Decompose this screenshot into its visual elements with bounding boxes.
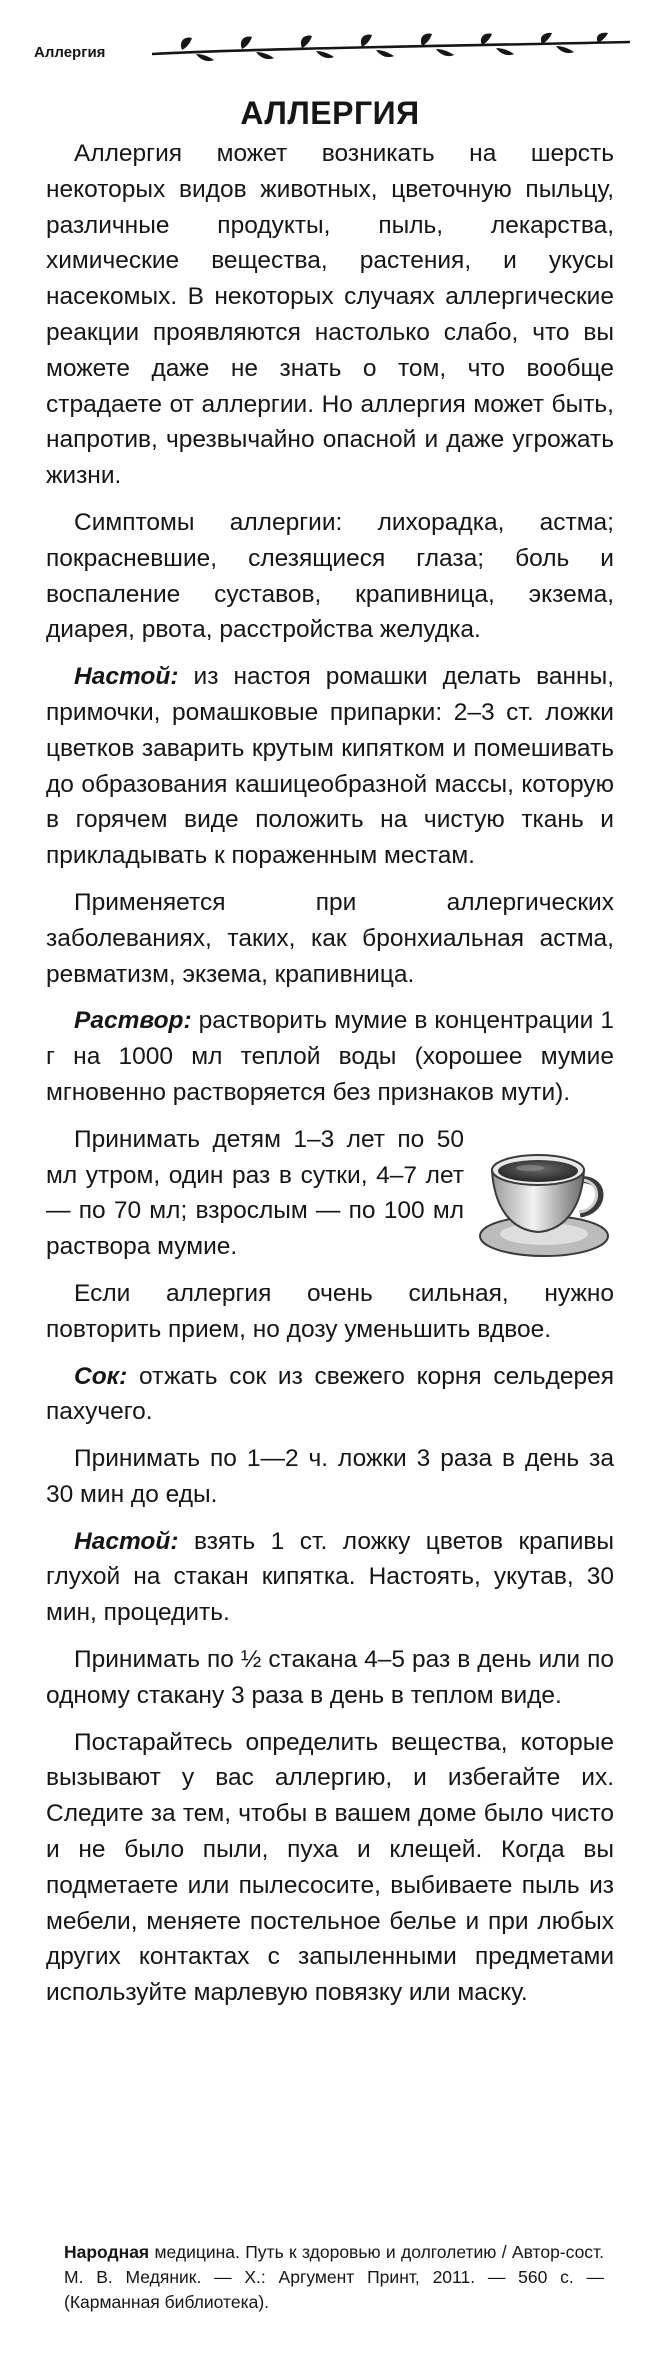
running-head-label: Аллергия	[34, 44, 106, 61]
symptoms-paragraph: Симптомы аллергии: лихорадка, астма; покрасневшие, слезящиеся глаза; боль и воспаление суставов, крапивница, экзема, диарея, рвота, расстройства желудка.	[46, 508, 614, 644]
recipe-chamomile-paragraph	[46, 659, 614, 874]
recipe-mumie-dose-paragraph: Принимать детям 1–3 лет по 50 мл утром, один раз в сутки, 4–7 лет — по 70 мл; взрослым — по 100 мл раствора мумие.	[46, 1125, 464, 1261]
recipe-chamomile-use-paragraph: Применяется при аллергических заболеваниях, таких, как бронхиальная астма, ревматизм, экзема, крапивница.	[46, 888, 614, 988]
recipe-lead: Сок:	[74, 1362, 128, 1390]
intro-paragraph: Аллергия может возникать на шерсть некоторых видов животных, цветочную пыльцу, различные продукты, пыль, лекарства, химические вещества, растения, и укусы насекомых. В некоторых случаях аллергические реакции проявляются настолько слабо, что вы можете даже не знать о том, что вообще страдаете от аллергии. Но аллергия может быть, напротив, чрезвычайно опасной и даже угрожать жизни.	[46, 140, 614, 490]
recipe-text: отжать сок из свежего корня сельдерея пахучего.	[46, 1362, 614, 1426]
advice-paragraph: Постарайтесь определить вещества, которые вызывают у вас аллергию, и избегайте их. Следите за тем, чтобы в вашем доме было чисто и не было пыли, пуха и клещей. Когда вы подметаете или пылесосите, выбиваете пыль из мебели, меняете постельное белье и при любых других контактах с запыленными предметами используйте марлевую повязку или маску.	[46, 1728, 614, 2007]
recipe-lead: Настой:	[74, 1527, 179, 1555]
recipe-nettle-paragraph	[46, 1524, 614, 1631]
recipe-text: взять 1 ст. ложку цветов крапивы глухой на стакан кипятка. Настоять, укутав, 30 мин, процедить.	[46, 1527, 614, 1627]
recipe-mumie-paragraph	[46, 1003, 614, 1110]
running-head	[34, 32, 630, 72]
recipe-lead: Раствор:	[74, 1007, 192, 1035]
recipe-lead: Настой:	[74, 663, 179, 691]
citation-bold: Народная	[64, 2242, 150, 2262]
dose-with-illustration	[46, 1122, 614, 1265]
recipe-nettle-dose-paragraph: Принимать по ½ стакана 4–5 раз в день или по одному стакану 3 раза в день в теплом виде.	[46, 1646, 614, 1709]
recipe-mumie-note-paragraph: Если аллергия очень сильная, нужно повторить прием, но дозу уменьшить вдвое.	[46, 1279, 614, 1343]
article-title: АЛЛЕРГИЯ	[240, 95, 420, 131]
article-body	[46, 136, 614, 2022]
recipe-celery-dose-paragraph: Принимать по 1—2 ч. ложки 3 раза в день за 30 мин до еды.	[46, 1445, 614, 1508]
recipe-text: из настоя ромашки делать ванны, примочки, ромашковые припарки: 2–3 ст. ложки цветков заварить крутым кипятком и помешивать до образования кашицеобразной массы, которую в горячем виде положить на чистую ткань и прикладывать к пораженным местам.	[46, 663, 614, 870]
leaf-vine-ornament-icon	[152, 32, 630, 72]
recipe-celery-paragraph	[46, 1359, 614, 1431]
source-citation	[64, 2240, 604, 2315]
citation-text: медицина. Путь к здоровью и долголетию / Автор-сост. М. В. Медяник. — Х.: Аргумент Принт, 2011. — 560 с. — (Карманная библиотека).	[64, 2242, 604, 2312]
recipe-text: растворить мумие в концентрации 1 г на 1000 мл теплой воды (хорошее мумие мгновенно растворяется без признаков мути).	[46, 1007, 614, 1106]
teacup-icon	[476, 1124, 614, 1264]
